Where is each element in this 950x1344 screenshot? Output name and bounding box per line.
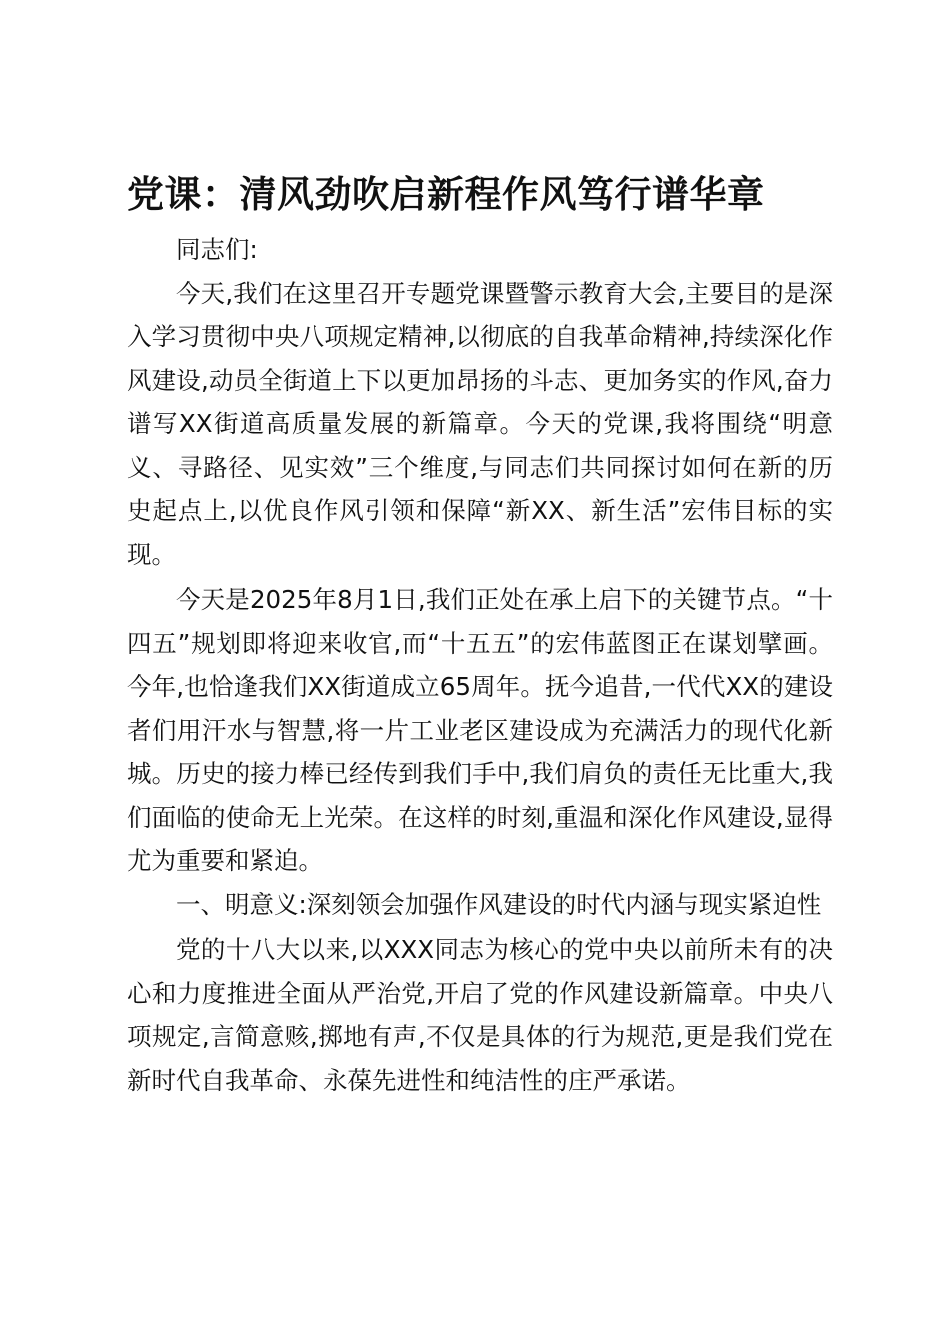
document-title: 党课：清风劲吹启新程作风笃行谱华章 <box>127 173 765 216</box>
paragraph-context: 今天是2025年8月1日,我们正处在承上启下的关键节点。“十四五”规划即将迎来收官,而“十五五”的宏伟蓝图正在谋划擘画。今年,也恰逢我们XX街道成立65周年。抚今追昔,一代代XX的建设者们用汗水与智慧,将一片工业老区建设成为充满活力的现代化新城。历史的接力棒已经传到我们手中,我们肩负的责任无比重大,我们面临的使命无上光荣。在这样的时刻,重温和深化作风建设,显得尤为重要和紧迫。 <box>127 585 833 875</box>
salutation: 同志们: <box>176 235 258 264</box>
paragraph-section-1: 党的十八大以来,以XXX同志为核心的党中央以前所未有的决心和力度推进全面从严治党,开启了党的作风建设新篇章。中央八项规定,言简意赅,掷地有声,不仅是具体的行为规范,更是我们党在新时代自我革命、永葆先进性和纯洁性的庄严承诺。 <box>127 935 833 1095</box>
section-heading-1: 一、明意义:深刻领会加强作风建设的时代内涵与现实紧迫性 <box>176 889 822 919</box>
document-body <box>127 168 833 1102</box>
paragraph-intro: 今天,我们在这里召开专题党课暨警示教育大会,主要目的是深入学习贯彻中央八项规定精神,以彻底的自我革命精神,持续深化作风建设,动员全街道上下以更加昂扬的斗志、更加务实的作风,奋力谱写XX街道高质量发展的新篇章。今天的党课,我将围绕“明意义、寻路径、见实效”三个维度,与同志们共同探讨如何在新的历史起点上,以优良作风引领和保障“新XX、新生活”宏伟目标的实现。 <box>127 278 833 569</box>
